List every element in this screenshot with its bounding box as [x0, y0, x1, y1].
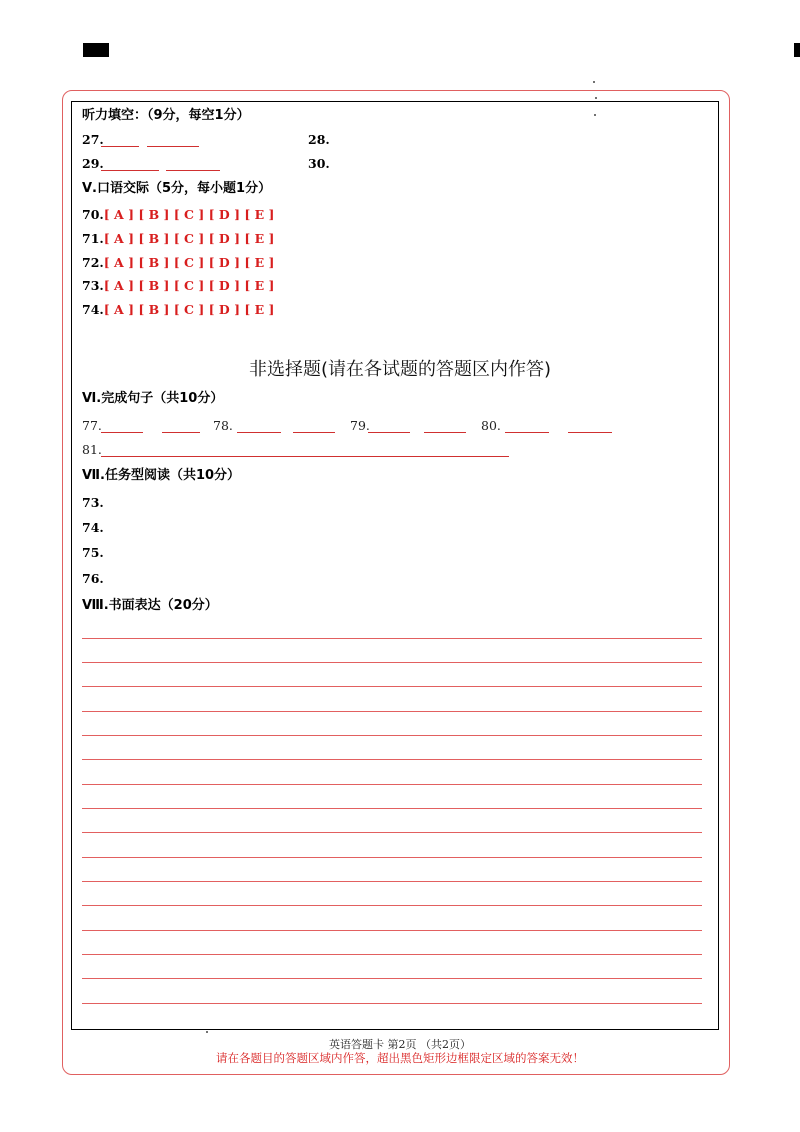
- answer-blank[interactable]: [101, 146, 139, 147]
- writing-line[interactable]: [82, 759, 702, 760]
- choice-options[interactable]: [ A ] [ B ] [ C ] [ D ] [ E ]: [103, 255, 275, 270]
- oral-heading: Ⅴ.口语交际（5分，每小题1分）: [82, 181, 272, 196]
- choice-row-72[interactable]: [82, 255, 274, 271]
- writing-line[interactable]: [82, 735, 702, 736]
- answer-blank[interactable]: [293, 432, 335, 433]
- answer-blank[interactable]: [162, 432, 200, 433]
- answer-blank[interactable]: [101, 170, 159, 171]
- alignment-marker-right: [794, 43, 800, 57]
- reading-heading: Ⅶ.任务型阅读（共10分）: [82, 468, 241, 483]
- choice-options[interactable]: [ A ] [ B ] [ C ] [ D ] [ E ]: [103, 207, 275, 222]
- choice-options[interactable]: [ A ] [ B ] [ C ] [ D ] [ E ]: [103, 231, 275, 246]
- writing-line[interactable]: [82, 832, 702, 833]
- question-number: 73.: [82, 278, 104, 293]
- writing-line[interactable]: [82, 905, 702, 906]
- question-number: 70.: [82, 207, 104, 222]
- writing-line[interactable]: [82, 686, 702, 687]
- reading-item: 73.: [82, 495, 104, 510]
- question-79-label: 79.: [350, 418, 370, 433]
- answer-blank[interactable]: [237, 432, 281, 433]
- answer-blank[interactable]: [101, 432, 143, 433]
- writing-line[interactable]: [82, 1003, 702, 1004]
- choice-row-71[interactable]: [82, 231, 274, 247]
- question-30-label: 30.: [308, 156, 330, 171]
- choice-row-73[interactable]: [82, 278, 274, 294]
- writing-line[interactable]: [82, 711, 702, 712]
- reading-item: 75.: [82, 545, 104, 560]
- answer-blank[interactable]: [505, 432, 549, 433]
- writing-line[interactable]: [82, 881, 702, 882]
- choice-row-70[interactable]: [82, 207, 274, 223]
- question-number: 72.: [82, 255, 104, 270]
- answer-blank[interactable]: [166, 170, 220, 171]
- writing-line[interactable]: [82, 857, 702, 858]
- question-78-label: 78.: [213, 418, 233, 433]
- question-27-label: 27.: [82, 132, 104, 147]
- writing-heading: Ⅷ.书面表达（20分）: [82, 598, 218, 613]
- answer-blank[interactable]: [424, 432, 466, 433]
- reading-item: 74.: [82, 520, 104, 535]
- writing-line[interactable]: [82, 930, 702, 931]
- writing-line[interactable]: [82, 954, 702, 955]
- question-28-label: 28.: [308, 132, 330, 147]
- writing-line[interactable]: [82, 662, 702, 663]
- question-77-label: 77.: [82, 418, 102, 433]
- answer-blank[interactable]: [368, 432, 410, 433]
- listening-heading: 听力填空：（9分，每空1分）: [82, 108, 250, 123]
- choice-row-74[interactable]: [82, 302, 274, 318]
- answer-blank[interactable]: [568, 432, 612, 433]
- answer-blank[interactable]: [101, 456, 509, 457]
- page-footer-info: 英语答题卡 第2页 （共2页）: [329, 1038, 471, 1051]
- alignment-marker-left: [83, 43, 109, 57]
- question-number: 74.: [82, 302, 104, 317]
- choice-options[interactable]: [ A ] [ B ] [ C ] [ D ] [ E ]: [103, 302, 275, 317]
- choice-options[interactable]: [ A ] [ B ] [ C ] [ D ] [ E ]: [103, 278, 275, 293]
- sentences-heading: Ⅵ.完成句子（共10分）: [82, 391, 224, 406]
- answer-area-warning: 请在各题目的答题区域内作答，超出黑色矩形边框限定区域的答案无效！: [216, 1051, 584, 1065]
- question-number: 71.: [82, 231, 104, 246]
- writing-line[interactable]: [82, 638, 702, 639]
- writing-line[interactable]: [82, 978, 702, 979]
- question-29-label: 29.: [82, 156, 104, 171]
- speck: [593, 81, 595, 83]
- reading-item: 76.: [82, 571, 104, 586]
- question-81-label: 81.: [82, 442, 102, 457]
- writing-line[interactable]: [82, 808, 702, 809]
- question-80-label: 80.: [481, 418, 501, 433]
- answer-blank[interactable]: [147, 146, 199, 147]
- non-choice-section-title: 非选择题(请在各试题的答题区内作答): [248, 359, 552, 380]
- writing-line[interactable]: [82, 784, 702, 785]
